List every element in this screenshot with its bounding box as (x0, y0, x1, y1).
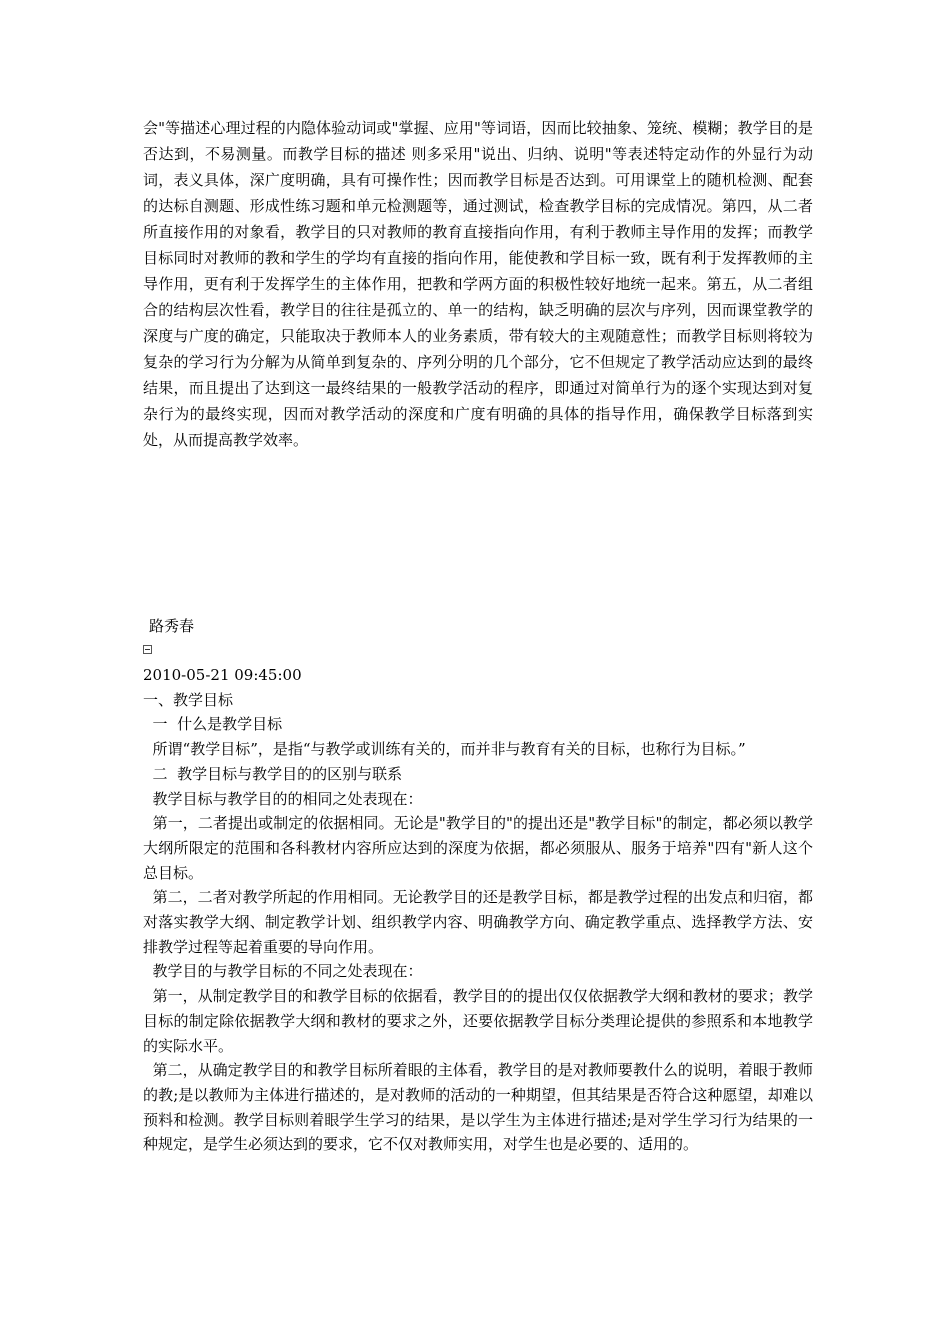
timestamp: 2010-05-21 09:45:00 (143, 666, 302, 684)
similarity-paragraph-2: 第二，二者对教学所起的作用相同。无论教学目的还是教学目标，都是教学过程的出发点和归宿，都对落实教学大纲、制定教学计划、组织教学内容、明确教学方向、确定教学重点、选择教学方法、安排教学过程等起着重要的导向作用。 (143, 888, 813, 956)
article-body (143, 663, 813, 1157)
similarities-intro: 教学目标与教学目的的相同之处表现在： (143, 789, 423, 808)
similarity-paragraph-1: 第一，二者提出或制定的依据相同。无论是"教学目的"的提出还是"教学目标"的制定，都必须以教学大纲所限定的范围和各科教材内容所应达到的深度为依据，都必须服从、服务于培养"四有"新人这个总目标。 (143, 814, 813, 882)
definition-paragraph: 所谓“教学目标”，是指“与教学或训练有关的，而并非与教育有关的目标，也称行为目标。” (143, 740, 746, 759)
difference-paragraph-1: 第一，从制定教学目的和教学目标的依据看，教学目的的提出仅仅依据教学大纲和教材的要求；教学目标的制定除依据教学大纲和教材的要求之外，还要依据教学目标分类理论提供的参照系和本地教学的实际水平。 (143, 987, 813, 1055)
difference-paragraph-2: 第二，从确定教学目的和教学目标所着眼的主体看，教学目的是对教师要教什么的说明，着眼于教师的教;是以教师为主体进行描述的，是对教师的活动的一种期望，但其结果是否符合这种愿望，却难以预料和检测。教学目标则着眼学生学习的结果，是以学生为主体进行描述;是对学生学习行为结果的一种规定，是学生必须达到的要求，它不仅对教师实用，对学生也是必要的、适用的。 (143, 1061, 813, 1154)
subsection-heading-2: 二 教学目标与教学目的的区别与联系 (143, 764, 403, 783)
differences-intro: 教学目的与教学目标的不同之处表现在： (143, 962, 423, 981)
section-heading: 一、教学目标 (143, 690, 234, 709)
collapse-icon[interactable] (143, 645, 152, 654)
subsection-heading-1: 一 什么是教学目标 (143, 715, 283, 734)
top-paragraph-block (143, 115, 813, 453)
top-paragraph: 会"等描述心理过程的内隐体验动词或"掌握、应用"等词语，因而比较抽象、笼统、模糊；教学目的是否达到，不易测量。而教学目标的描述 则多采用"说出、归纳、说明"等表述特定动作的外显行为动词，表义具体，深广度明确，具有可操作性；因而教学目标是否达到。可用课堂上的随机检测、配套的达标自测题、形成性练习题和单元检测题等，通过测试，检查教学目标的完成情况。第四，从二者所直接作用的对象看，教学目的只对教师的教育直接指向作用，有利于教师主导作用的发挥；而教学目标同时对教师的教和学生的学均有直接的指向作用，能使教和学目标一致，既有利于发挥教师的主导作用，更有利于发挥学生的主体作用，把教和学两方面的积极性较好地统一起来。第五，从二者组合的结构层次性看，教学目的往往是孤立的、单一的结构，缺乏明确的层次与序列，因而课堂教学的深度与广度的确定，只能取决于教师本人的业务素质，带有较大的主观随意性；而教学目标则将较为复杂的学习行为分解为从简单到复杂的、序列分明的几个部分，它不但规定了教学活动应达到的最终结果，而且提出了达到这一最终结果的一般教学活动的程序，即通过对简单行为的逐个实现达到对复杂行为的最终实现，因而对教学活动的深度和广度有明确的具体的指导作用，确保教学目标落到实处，从而提高教学效率。 (143, 119, 813, 449)
author-name: 路秀春 (149, 617, 195, 635)
